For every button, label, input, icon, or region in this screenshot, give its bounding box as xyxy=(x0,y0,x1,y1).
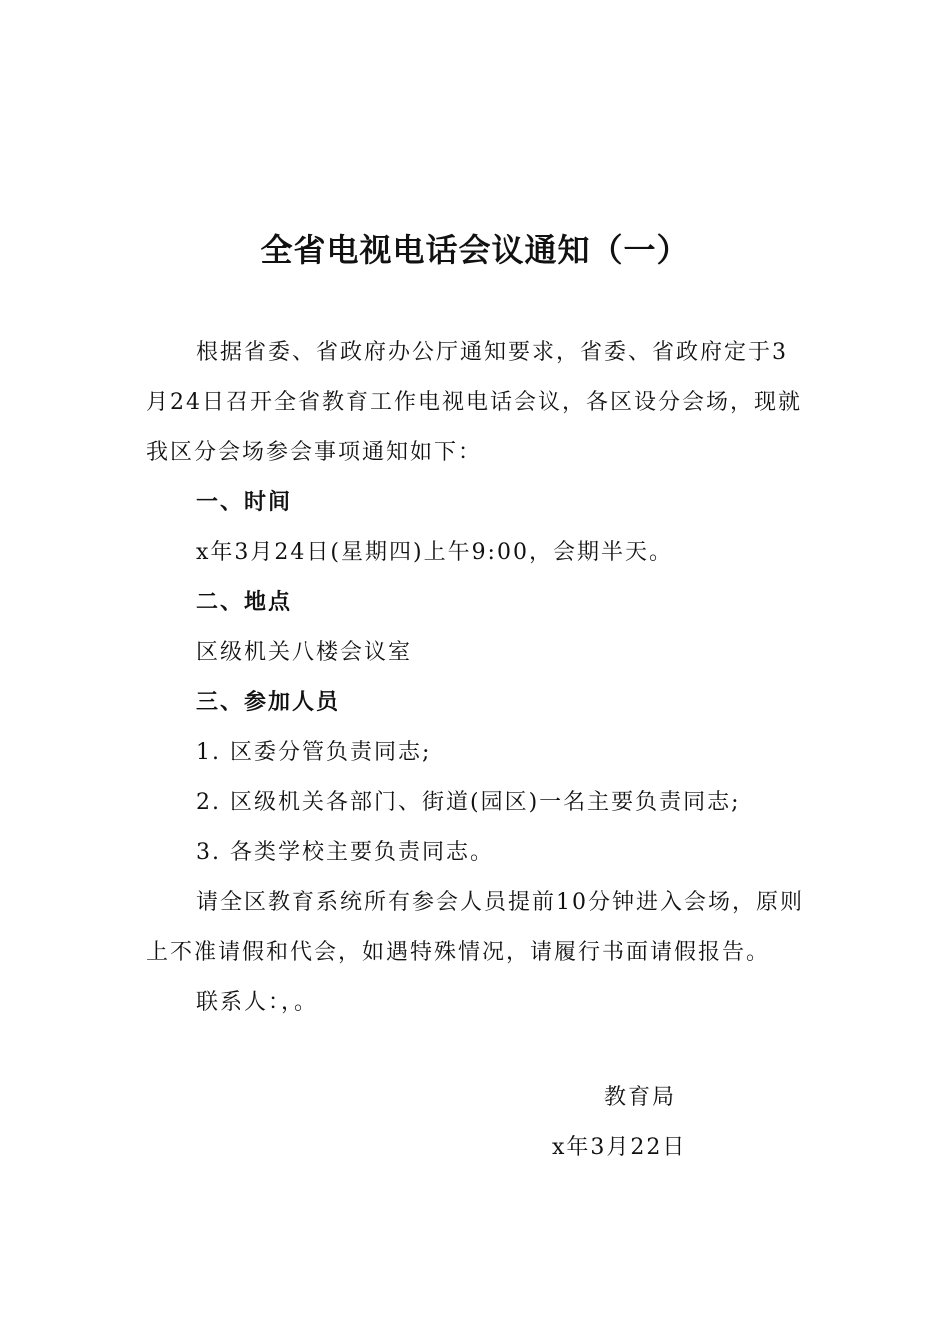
signature-date-text: x年3月22日 xyxy=(552,1135,687,1160)
attendee-item: 2. 区级机关各部门、街道(园区)一名主要负责同志; xyxy=(196,790,741,815)
attendee-item: 3. 各类学校主要负责同志。 xyxy=(196,840,494,865)
document-title: 全省电视电话会议通知（一） xyxy=(260,231,690,269)
contact-line: 联系人：，。 xyxy=(196,990,319,1015)
notice-paragraph: 请全区教育系统所有参会人员提前10分钟进入会场，原则上不准请假和代会，如遇特殊情况，请履行书面请假报告。 xyxy=(146,890,804,965)
signature-org-text: 教育局 xyxy=(604,1085,677,1110)
place-heading: 二、地点 xyxy=(196,590,293,615)
place-text: 区级机关八楼会议室 xyxy=(196,640,413,665)
time-text: x年3月24日(星期四)上午9:00，会期半天。 xyxy=(196,540,673,565)
document-body xyxy=(146,328,806,1028)
intro-paragraph: 根据省委、省政府办公厅通知要求，省委、省政府定于3月24日召开全省教育工作电视电话会议，各区设分会场，现就我区分会场参会事项通知如下： xyxy=(146,340,802,465)
time-heading: 一、时间 xyxy=(196,490,293,515)
attendee-item: 1. 区委分管负责同志; xyxy=(196,740,432,765)
attendees-heading: 三、参加人员 xyxy=(196,690,341,715)
